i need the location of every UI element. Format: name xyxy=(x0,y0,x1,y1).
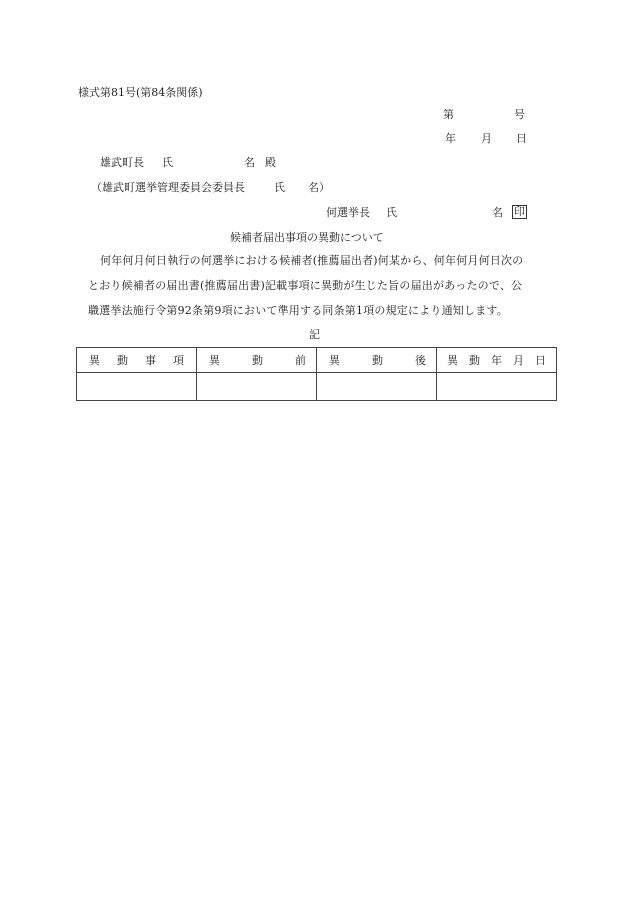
date-month: 月 xyxy=(481,132,492,145)
header-after: 異 動 後 xyxy=(317,348,437,373)
header-date: 異 動 年 月 日 xyxy=(437,348,557,373)
cell-item[interactable] xyxy=(77,373,197,401)
cell-after[interactable] xyxy=(317,373,437,401)
header-item: 異 動 事 項 xyxy=(77,348,197,373)
sender-shi: 氏 xyxy=(386,206,397,219)
addressee-honorific: 殿 xyxy=(265,156,276,169)
form-number: 様式第81号(第84条関係) xyxy=(78,86,203,99)
body-line: 職選挙法施行令第92条第9項において準用する同条第1項の規定により通知します。 xyxy=(88,304,508,317)
addressee-alt-open: （雄武町選挙管理委員会委員長 xyxy=(91,181,245,194)
header-before: 異 動 前 xyxy=(197,348,317,373)
seal-mark: 印 xyxy=(514,205,525,218)
body-paragraph xyxy=(78,248,558,323)
date-year: 年 xyxy=(445,132,456,145)
doc-number-go: 号 xyxy=(514,108,525,121)
change-table xyxy=(76,347,557,401)
table-row xyxy=(77,373,557,401)
ki-label: 記 xyxy=(309,328,320,341)
body-line: 何年何月何日執行の何選挙における候補者(推薦届出者)何某から、何年何月何日次の xyxy=(100,254,524,267)
addressee-title: 雄武町長 xyxy=(100,156,144,169)
body-line: とおり候補者の届出書(推薦届出書)記載事項に異動が生じた旨の届出があったので、公 xyxy=(88,279,523,292)
doc-number-dai: 第 xyxy=(443,108,454,121)
date-day: 日 xyxy=(516,132,527,145)
addressee-alt-mei: 名） xyxy=(308,181,330,194)
sender-mei: 名 xyxy=(492,206,503,219)
table-header-row xyxy=(77,348,557,373)
addressee-alt-shi: 氏 xyxy=(274,181,285,194)
cell-before[interactable] xyxy=(197,373,317,401)
addressee-shi: 氏 xyxy=(162,156,173,169)
addressee-mei: 名 xyxy=(244,156,255,169)
sender-title: 何選挙長 xyxy=(326,206,370,219)
subject-heading: 候補者届出事項の異動について xyxy=(230,231,384,244)
cell-date[interactable] xyxy=(437,373,557,401)
